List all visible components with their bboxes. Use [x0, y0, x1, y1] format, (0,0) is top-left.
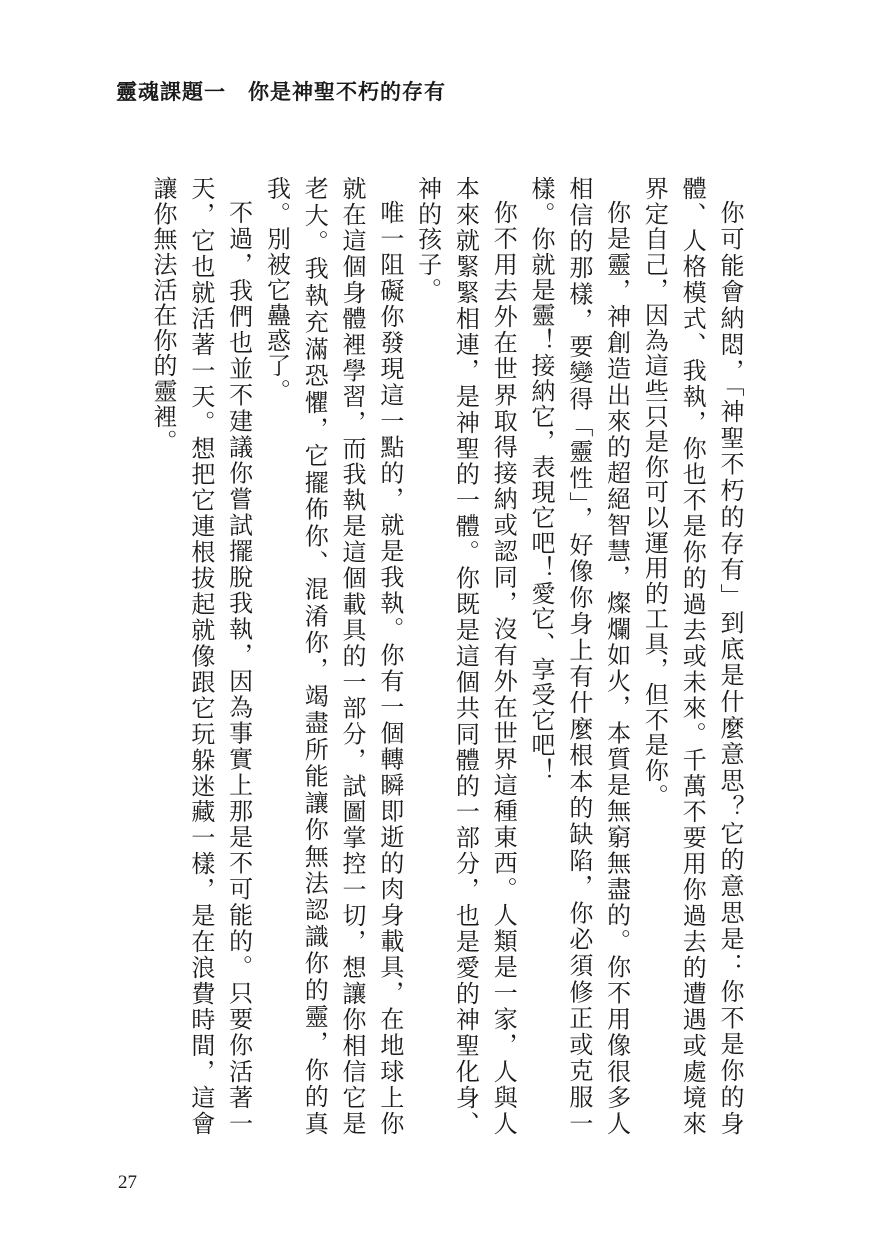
- section-label: 靈魂課題一: [116, 79, 226, 104]
- chapter-title: 你是神聖不朽的存有: [248, 79, 446, 104]
- paragraph-3: 你不用去外在世界取得接納或認同，沒有外在世界這種東西。人類是一家，人與人本來就緊緊相連，是神聖的一體。你既是這個共同體的一部分，也是愛的神聖化身、神的孩子。: [413, 176, 518, 1136]
- running-header: [116, 76, 446, 106]
- vertical-body-text: [143, 176, 748, 1136]
- paragraph-2: 你是靈，神創造出來的超絕智慧，燦爛如火，本質是無窮無盡的。你不用像很多人相信的那樣，要變得「靈性」，好像你身上有什麼根本的缺陷，你必須修正或克服一樣。你就是靈！接納它，表現它吧！愛它、享受它吧！: [527, 176, 631, 1136]
- paragraph-1: 你可能會納悶，「神聖不朽的存有」到底是什麼意思？它的意思是：你不是你的身體、人格模式、我執，你也不是你的過去或未來。千萬不要用你過去的遭遇或處境來界定自己，因為這些只是你可以運用的工具，但不是你。: [640, 176, 744, 1136]
- page-number: 27: [118, 1172, 137, 1193]
- paragraph-4: 唯一阻礙你發現這一點的，就是我執。你有一個轉瞬即逝的肉身載具，在地球上你就在這個身體裡學習，而我執是這個載具的一部分，試圖掌控一切，想讓你相信它是老大。我執充滿恐懼，它擺佈你、混淆你，竭盡所能讓你無法認識你的靈，你的真我。別被它蠱惑了。: [262, 176, 404, 1136]
- paragraph-5: 不過，我們也並不建議你嘗試擺脫我執，因為事實上那是不可能的。只要你活著一天，它也就活著一天。想把它連根拔起就像跟它玩躲迷藏一樣，是在浪費時間，這會讓你無法活在你的靈裡。: [149, 176, 253, 1136]
